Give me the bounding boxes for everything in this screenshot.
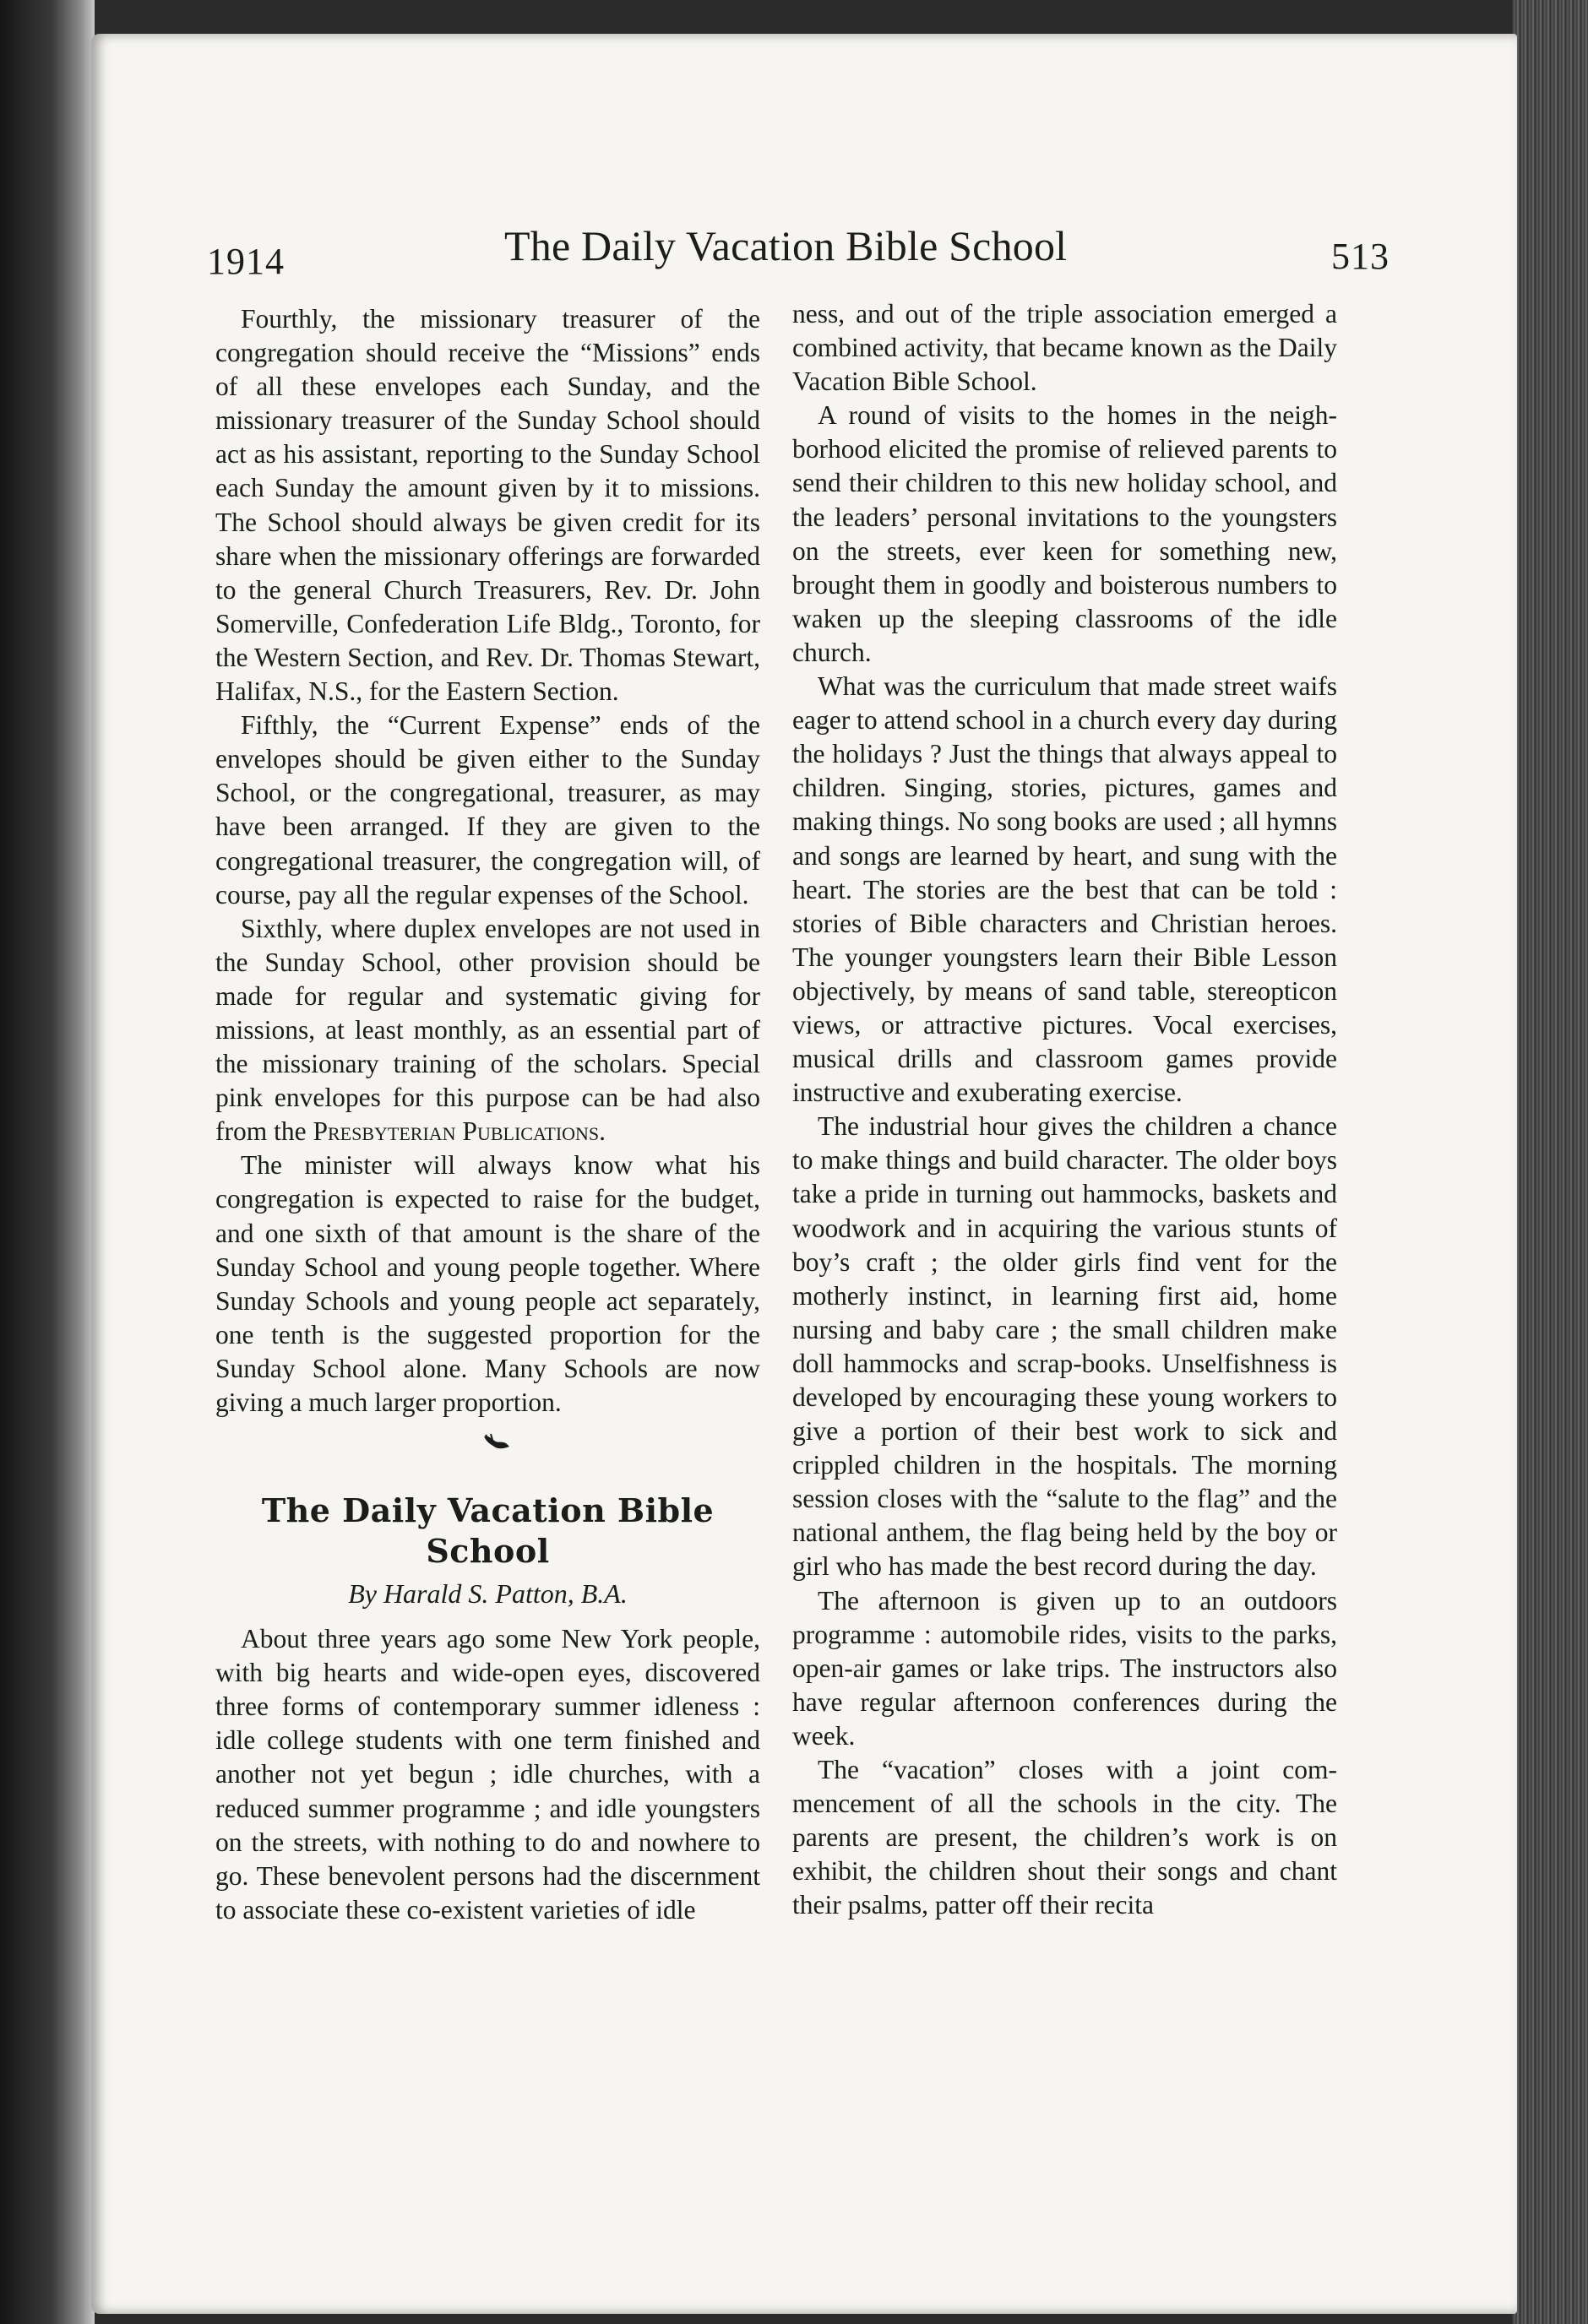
paragraph-curriculum: What was the curriculum that made street waifs eager to attend school in a church every day during the holidays ? Just the things that always appeal to children. Singing, stories, pictures, games and making things. No song books are used ; all hymns and songs are learned by heart, and sung with the heart. The stories are the best that can be told : stories of Bible characters and Christian heroes. The younger youngsters learn their Bible Lesson objectively, by means of sand table, stereopticon views, or attractive pictures. Vocal exercises, musical drills and classroom games provide instructive and exuberating exercise. — [792, 671, 1337, 1108]
paragraph-fifthly: Fifthly, the “Current Expense” ends of the envelopes should be given either to the Sunday School, or the congregational, treasurer, as may have been arranged. If they are given to the congregational treasurer, the congregation will, of course, pay all the regular expenses of the School. — [215, 710, 760, 910]
paragraph-fourthly: Fourthly, the missionary treasurer of the congregation should receive the “Missions” ends of all these envelopes each Sunday, and the missionary treasurer of the Sunday School should act as his assistant, reporting to the Sunday School each Sunday the amount given by it to missions. The School should always be given credit for its share when the missionary offerings are forwarded to the general Church Treasurers, Rev. Dr. John Somerville, Confederation Life Bldg., Toronto, for the Western Section, and Rev. Dr. Thomas Stewart, Halifax, N.S., for the Eastern Section. — [215, 304, 760, 707]
article-byline: By Harald S. Patton, B.A. — [348, 1578, 628, 1610]
paragraph-minister: The minister will always know what his congregation is expected to raise for the budget, and one sixth of that amount is the share of the Sunday School and young people together. Where Sunday Schools and young people act separately, one tenth is the suggested proportion for the Sunday School alone. Many Schools are now giving a much larger proportion. — [215, 1150, 760, 1417]
paragraph-sixthly-end: . — [599, 1116, 606, 1147]
scan-right-edge — [1512, 0, 1588, 2324]
running-head-title: The Daily Vacation Bible School — [504, 222, 1068, 269]
right-column — [792, 297, 1337, 1923]
left-column — [215, 302, 760, 1927]
running-head-year: 1914 — [207, 241, 285, 282]
paragraph-three-years-ago: About three years ago some New York people, with big hearts and wide-open eyes, discovered three forms of contemporary summer idleness : idle college students with one term finished and another not yet begun ; idle churches, with a reduced summer programme ; and idle youngsters on the streets, with nothing to do and nowhere to go. These benevolent persons had the discernment to associate these co-existent varieties of idle — [215, 1624, 760, 1925]
page-number: 513 — [1331, 236, 1390, 277]
paragraph-vacation-closes: The “vacation” closes with a joint commencement of all the schools in the city. The parents are present, the children’s work is on exhibit, the children shout their songs and chant their psalms, patter off their recita — [792, 1755, 1337, 1920]
paragraph-round-of-visits: A round of visits to the homes in the neighborhood elicited the promise of relieved parents to send their children to this new holiday school, and the leaders’ personal invitations to the youngsters on the streets, ever keen for something new, brought them in goodly and boisterous numbers to waken up the sleeping classrooms of the idle church. — [792, 400, 1337, 667]
scan-left-edge — [0, 0, 95, 2324]
paragraph-continuation: ness, and out of the triple association emerged a combined activity, that became known as the Daily Vacation Bible School. — [792, 299, 1337, 397]
paragraph-sixthly-text: Sixthly, where duplex envelopes are not used in the Sunday School, other provision should be made for regular and systematic giving for missions, at least monthly, as an essential part of the missionary training of the scholars. Special pink envelopes for this purpose can be had also from the — [215, 913, 760, 1147]
paragraph-sixthly — [215, 912, 760, 1149]
leaf-ornament-icon — [215, 1423, 760, 1470]
article-title: The Daily Vacation Bible School — [261, 1491, 715, 1571]
presbyterian-publications: Presbyterian Publications — [313, 1116, 600, 1147]
paragraph-industrial-hour: The industrial hour gives the children a chance to make things and build character. The older boys take a pride in turning out hammocks, baskets and woodwork and in acquiring the various stunts of boy’s craft ; the older girls find vent for the motherly instinct, in learning first aid, home nursing and baby care ; the small children make doll hammocks and scrap-books. Unselfishness is developed by encouraging these young workers to give a portion of their best work to sick and crippled children in the hospitals. The morning session closes with the “salute to the flag” and the national anthem, the flag being held by the boy or girl who has made the best record during the day. — [792, 1111, 1337, 1582]
paragraph-afternoon: The afternoon is given up to an outdoors programme : automobile rides, visits to the parks, open-air games or lake trips. The instructors also have regular afternoon conferences during the week. — [792, 1585, 1337, 1751]
running-head — [207, 221, 1390, 289]
